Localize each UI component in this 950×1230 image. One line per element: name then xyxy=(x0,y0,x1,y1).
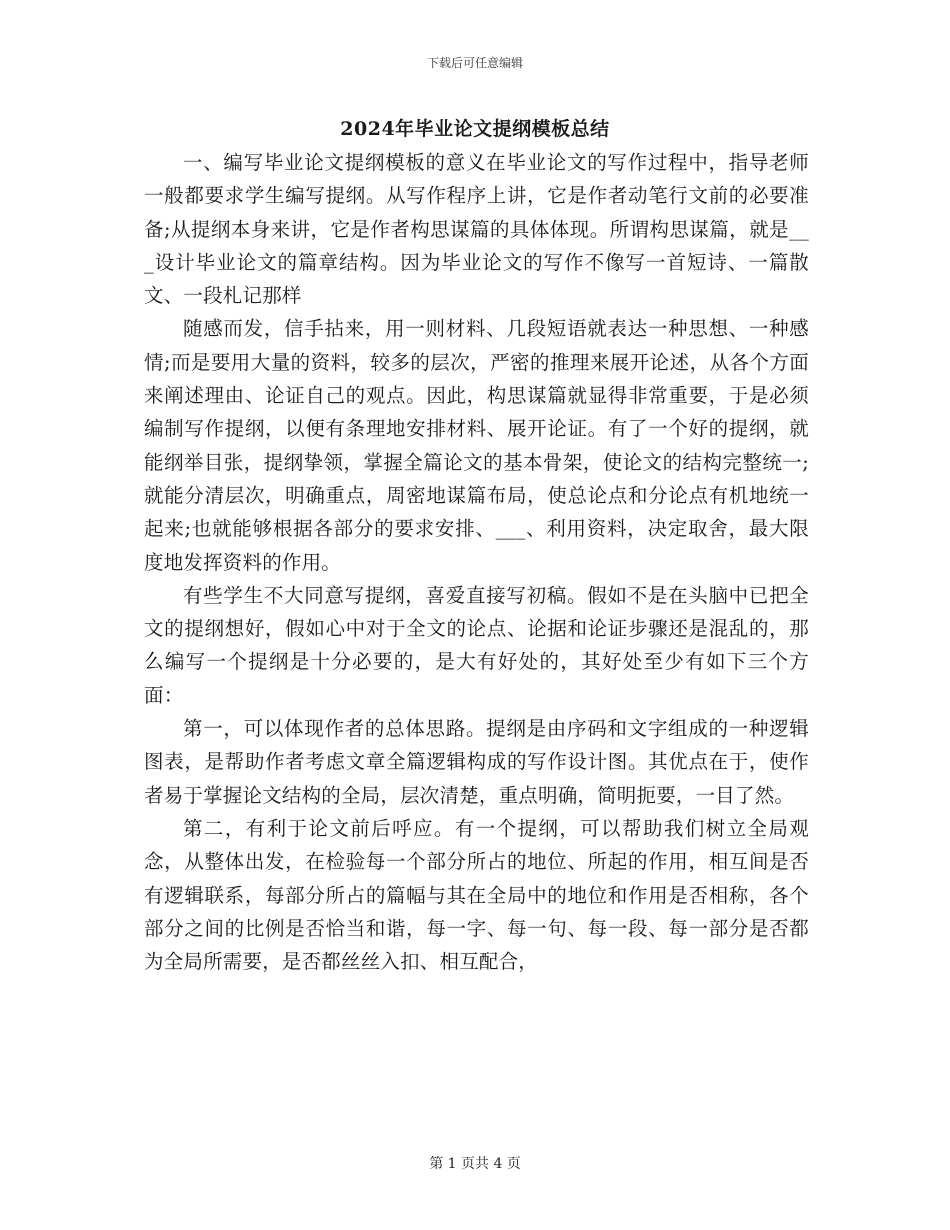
paragraph-2: 随感而发，信手拈来，用一则材料、几段短语就表达一种思想、一种感情;而是要用大量的资料，较多的层次，严密的推理来展开论述，从各个方面来阐述理由、论证自己的观点。因此，构思谋篇就显得非常重要，于是必须编制写作提纲，以便有条理地安排材料、展开论证。有了一个好的提纲，就能纲举目张，提纲挚领，掌握全篇论文的基本骨架，使论文的结构完整统一;就能分清层次，明确重点，周密地谋篇布局，使总论点和分论点有机地统一起来;也就能够根据各部分的要求安排、___、利用资料，决定取舍，最大限度地发挥资料的作用。 xyxy=(144,317,809,574)
document-title: 2024年毕业论文提纲模板总结 xyxy=(340,118,610,140)
paragraph-1: 一、编写毕业论文提纲模板的意义在毕业论文的写作过程中，指导老师一般都要求学生编写提纲。从写作程序上讲，它是作者动笔行文前的必要准备;从提纲本身来讲，它是作者构思谋篇的具体体现。所谓构思谋篇，就是___设计毕业论文的篇章结构。因为毕业论文的写作不像写一首短诗、一篇散文、一段札记那样 xyxy=(144,151,809,308)
paragraph-4: 第一，可以体现作者的总体思路。提纲是由序码和文字组成的一种逻辑图表，是帮助作者考虑文章全篇逻辑构成的写作设计图。其优点在于，使作者易于掌握论文结构的全局，层次清楚，重点明确，简明扼要，一目了然。 xyxy=(144,717,809,807)
document-body xyxy=(144,146,809,978)
paragraph-3: 有些学生不大同意写提纲，喜爱直接写初稿。假如不是在头脑中已把全文的提纲想好，假如心中对于全文的论点、论据和论证步骤还是混乱的，那么编写一个提纲是十分必要的，是大有好处的，其好处至少有如下三个方面： xyxy=(144,583,809,707)
paragraph-5: 第二，有利于论文前后呼应。有一个提纲，可以帮助我们树立全局观念，从整体出发，在检验每一个部分所占的地位、所起的作用，相互间是否有逻辑联系，每部分所占的篇幅与其在全局中的地位和作用是否相称，各个部分之间的比例是否恰当和谐，每一字、每一句、每一段、每一部分是否都为全局所需要，是否都丝丝入扣、相互配合， xyxy=(144,816,809,974)
page-number: 第 1 页共 4 页 xyxy=(429,1156,521,1172)
page-header-note: 下载后可任意编辑 xyxy=(426,56,523,70)
